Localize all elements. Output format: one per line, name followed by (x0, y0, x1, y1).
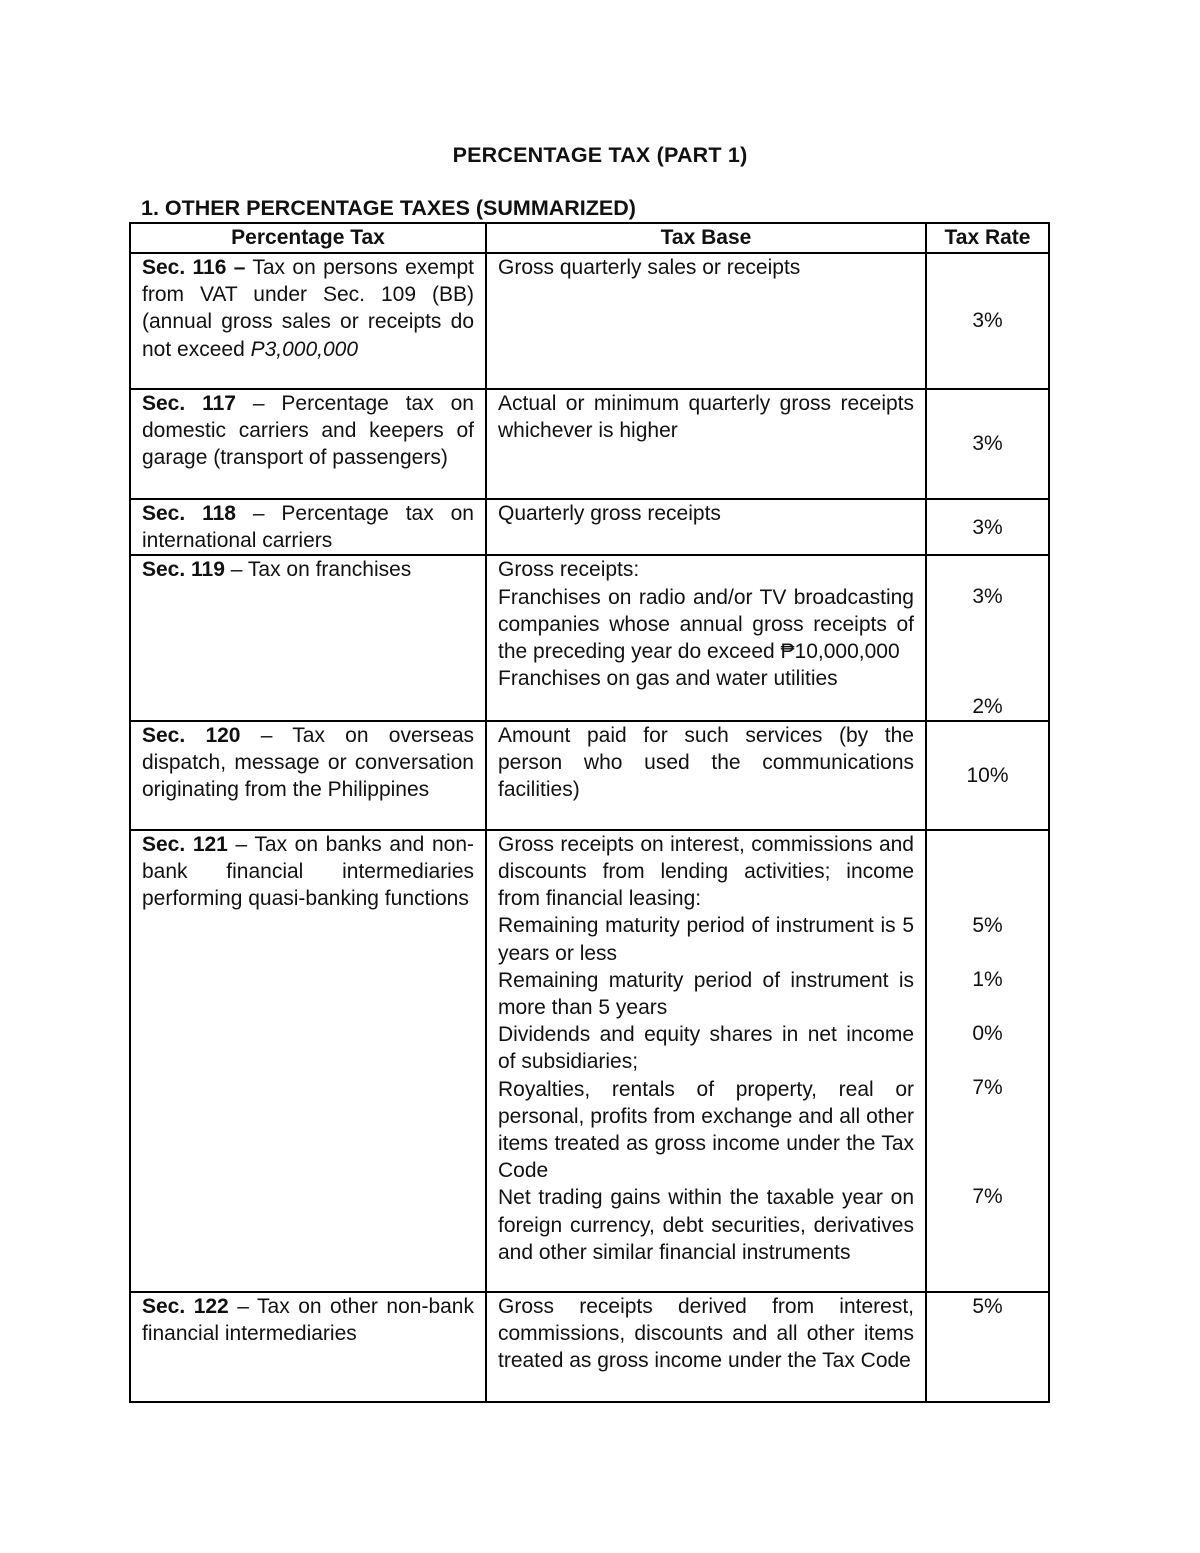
section-ref: Sec. 117 (142, 392, 236, 415)
tax-description: – Tax on franchises (224, 558, 412, 582)
tax-base-text: Remaining maturity period of instrument is 5 years or less (498, 914, 914, 965)
tax-rate: 5% (972, 1294, 1003, 1318)
percentage-tax-cell (130, 499, 486, 555)
tax-rate: 5% (972, 913, 1003, 937)
table-row (130, 721, 1049, 830)
tax-rate: 7% (972, 1184, 1003, 1208)
tax-description: – Tax on banks and non-bank financial intermediaries performing quasi-banking functions (142, 832, 474, 911)
tax-rate: 2% (972, 694, 1003, 718)
section-ref: Sec. 116 – (142, 256, 246, 279)
tax-base-text: Remaining maturity period of instrument is more than 5 years (498, 968, 914, 1020)
page-title: PERCENTAGE TAX (PART 1) (452, 143, 748, 167)
tax-base-text: Net trading gains within the taxable year on foreign currency, debt securities, derivatives and other similar financial instruments (498, 1186, 914, 1264)
tax-base-text: Actual or minimum quarterly gross receipts whichever is higher (498, 392, 914, 443)
table-row (130, 555, 1049, 720)
header-percentage-tax: Percentage Tax (130, 223, 486, 253)
tax-base-text: Gross receipts: (498, 558, 640, 582)
header-tax-base: Tax Base (486, 223, 926, 253)
tax-rate-cell (926, 499, 1049, 555)
tax-rate-cell (926, 555, 1049, 720)
tax-base-cell (486, 830, 926, 1292)
tax-description: Tax on persons exempt from VAT under Sec. 109 (BB) (annual gross sales or receipts do not exceed (142, 256, 474, 361)
tax-rate: 10% (966, 763, 1009, 787)
tax-base-text: Amount paid for such services (by the person who used the communications facilities) (498, 723, 914, 802)
section-ref: Sec. 120 (142, 723, 241, 747)
tax-base-cell (486, 721, 926, 830)
tax-rate-cell (926, 253, 1049, 389)
tax-rate: 3% (972, 515, 1003, 539)
tax-rate-cell (926, 830, 1049, 1292)
percentage-tax-cell (130, 389, 486, 499)
tax-rate: 7% (972, 1076, 1003, 1100)
header-tax-rate: Tax Rate (926, 223, 1049, 253)
table-row (130, 253, 1049, 389)
tax-rate-cell (926, 389, 1049, 499)
tax-rate-cell (926, 721, 1049, 830)
tax-base-text: Gross receipts derived from interest, commissions, discounts and all other items treated as gross income under the Tax Code (498, 1294, 914, 1373)
section-ref: Sec. 118 (142, 502, 236, 525)
tax-base-text: Franchises on gas and water utilities (498, 667, 838, 691)
table-row (130, 1292, 1049, 1402)
section-ref: Sec. 121 (142, 832, 228, 856)
tax-base-text: Royalties, rentals of property, real or personal, profits from exchange and all other items treated as gross income under the Tax Code (498, 1077, 914, 1183)
tax-base-cell (486, 499, 926, 555)
tax-base-text: Dividends and equity shares in net income of subsidiaries; (498, 1023, 914, 1074)
tax-rate-cell (926, 1292, 1049, 1402)
section-ref: Sec. 122 (142, 1294, 229, 1318)
table-header-row (130, 223, 1049, 253)
tax-base-cell (486, 555, 926, 720)
percentage-tax-cell (130, 830, 486, 1292)
tax-base-cell (486, 253, 926, 389)
tax-description: – Tax on overseas dispatch, message or conversation originating from the Philippines (142, 723, 474, 802)
tax-base-cell (486, 389, 926, 499)
percentage-tax-cell (130, 555, 486, 720)
table-row (130, 389, 1049, 499)
percentage-tax-cell (130, 1292, 486, 1402)
tax-rate: 3% (972, 432, 1003, 456)
table-row (130, 499, 1049, 555)
section-heading: 1. OTHER PERCENTAGE TAXES (SUMMARIZED) (141, 196, 636, 220)
tax-rate: 0% (972, 1022, 1003, 1046)
section-ref: Sec. 119 (142, 558, 225, 582)
tax-base-cell (486, 1292, 926, 1402)
tax-rate: 3% (972, 309, 1003, 333)
tax-description: – Percentage tax on international carriers (142, 502, 474, 553)
tax-threshold: P3,000,000 (250, 337, 359, 361)
tax-base-text: Franchises on radio and/or TV broadcasting companies whose annual gross receipts of the preceding year do exceed ₱10,000,000 (498, 585, 914, 664)
tax-description: – Percentage tax on domestic carriers and keepers of garage (transport of passengers) (142, 392, 474, 470)
table-row (130, 830, 1049, 1292)
tax-base-text: Gross quarterly sales or receipts (498, 256, 801, 279)
tax-description: – Tax on other non-bank financial intermediaries (142, 1294, 474, 1346)
percentage-tax-table (129, 222, 1050, 1403)
tax-base-text: Gross receipts on interest, commissions and discounts from lending activities; income from financial leasing: (498, 832, 914, 911)
percentage-tax-cell (130, 721, 486, 830)
percentage-tax-cell (130, 253, 486, 389)
tax-rate: 3% (972, 585, 1003, 609)
tax-base-text: Quarterly gross receipts (498, 502, 721, 525)
tax-rate: 1% (972, 968, 1003, 992)
